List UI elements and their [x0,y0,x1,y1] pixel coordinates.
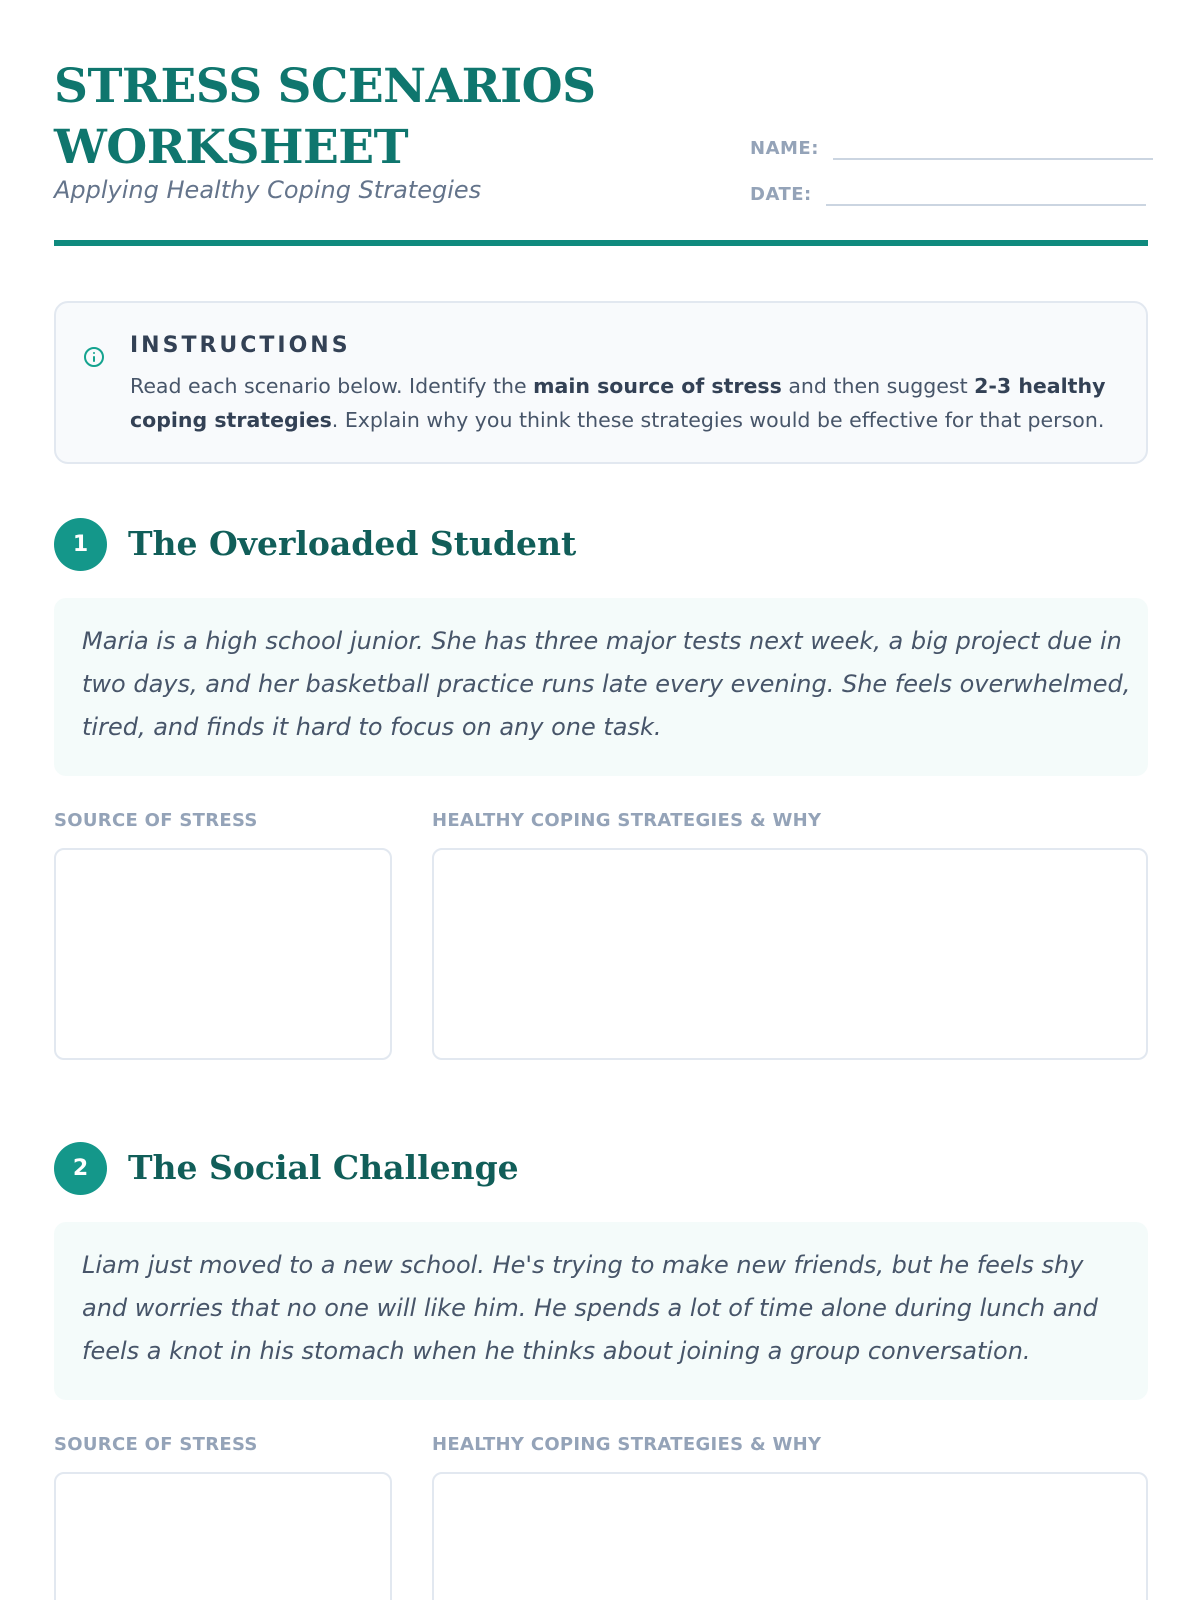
scenario-title: The Overloaded Student [128,524,577,563]
source-of-stress-answer-box[interactable] [54,848,392,1060]
instructions-text-1: Read each scenario below. Identify the [130,374,534,398]
instructions-box [54,301,1148,464]
date-label: DATE: [750,184,812,205]
scenario-description-box [54,598,1148,776]
scenario-description-box [54,1222,1148,1400]
coping-strategies-answer-box[interactable] [432,1472,1148,1600]
name-field-row [750,138,1153,160]
date-line[interactable] [826,186,1146,206]
coping-strategies-label: HEALTHY COPING STRATEGIES & WHY [432,810,822,831]
scenario-title: The Social Challenge [128,1148,519,1187]
source-of-stress-label: SOURCE OF STRESS [54,810,258,831]
instructions-text-2: and then suggest [781,374,975,398]
info-icon [84,347,104,367]
instructions-text-3: . Explain why you think these strategies would be effective for that person. [331,408,1105,432]
name-label: NAME: [750,138,819,159]
header-divider [54,240,1148,246]
instructions-title: INSTRUCTIONS [130,333,351,358]
page-title: STRESS SCENARIOS WORKSHEET [54,59,596,175]
instructions-bold-2: 2-3 healthy coping strategies [130,374,1106,432]
name-line[interactable] [833,140,1153,160]
coping-strategies-label: HEALTHY COPING STRATEGIES & WHY [432,1434,822,1455]
coping-strategies-answer-box[interactable] [432,848,1148,1060]
scenario-number-badge: 2 [54,1142,107,1195]
scenario-description: Liam just moved to a new school. He's trying to make new friends, but he feels shy and worries that no one will like him. He spends a lot of time alone during lunch and feels a knot in his stomach when he thinks about joining a group conversation. [82,1251,1098,1365]
page-subtitle: Applying Healthy Coping Strategies [54,176,482,204]
source-of-stress-label: SOURCE OF STRESS [54,1434,258,1455]
date-field-row [750,184,1146,206]
scenario-description: Maria is a high school junior. She has three major tests next week, a big project due in two days, and her basketball practice runs late every evening. She feels overwhelmed, tired, and finds it hard to focus on any one task. [82,627,1131,741]
scenario-number-badge: 1 [54,518,107,571]
instructions-text [130,369,1130,437]
worksheet-page [54,0,1148,1600]
worksheet-header [54,56,1148,248]
instructions-bold-1: main source of stress [533,374,782,398]
source-of-stress-answer-box[interactable] [54,1472,392,1600]
